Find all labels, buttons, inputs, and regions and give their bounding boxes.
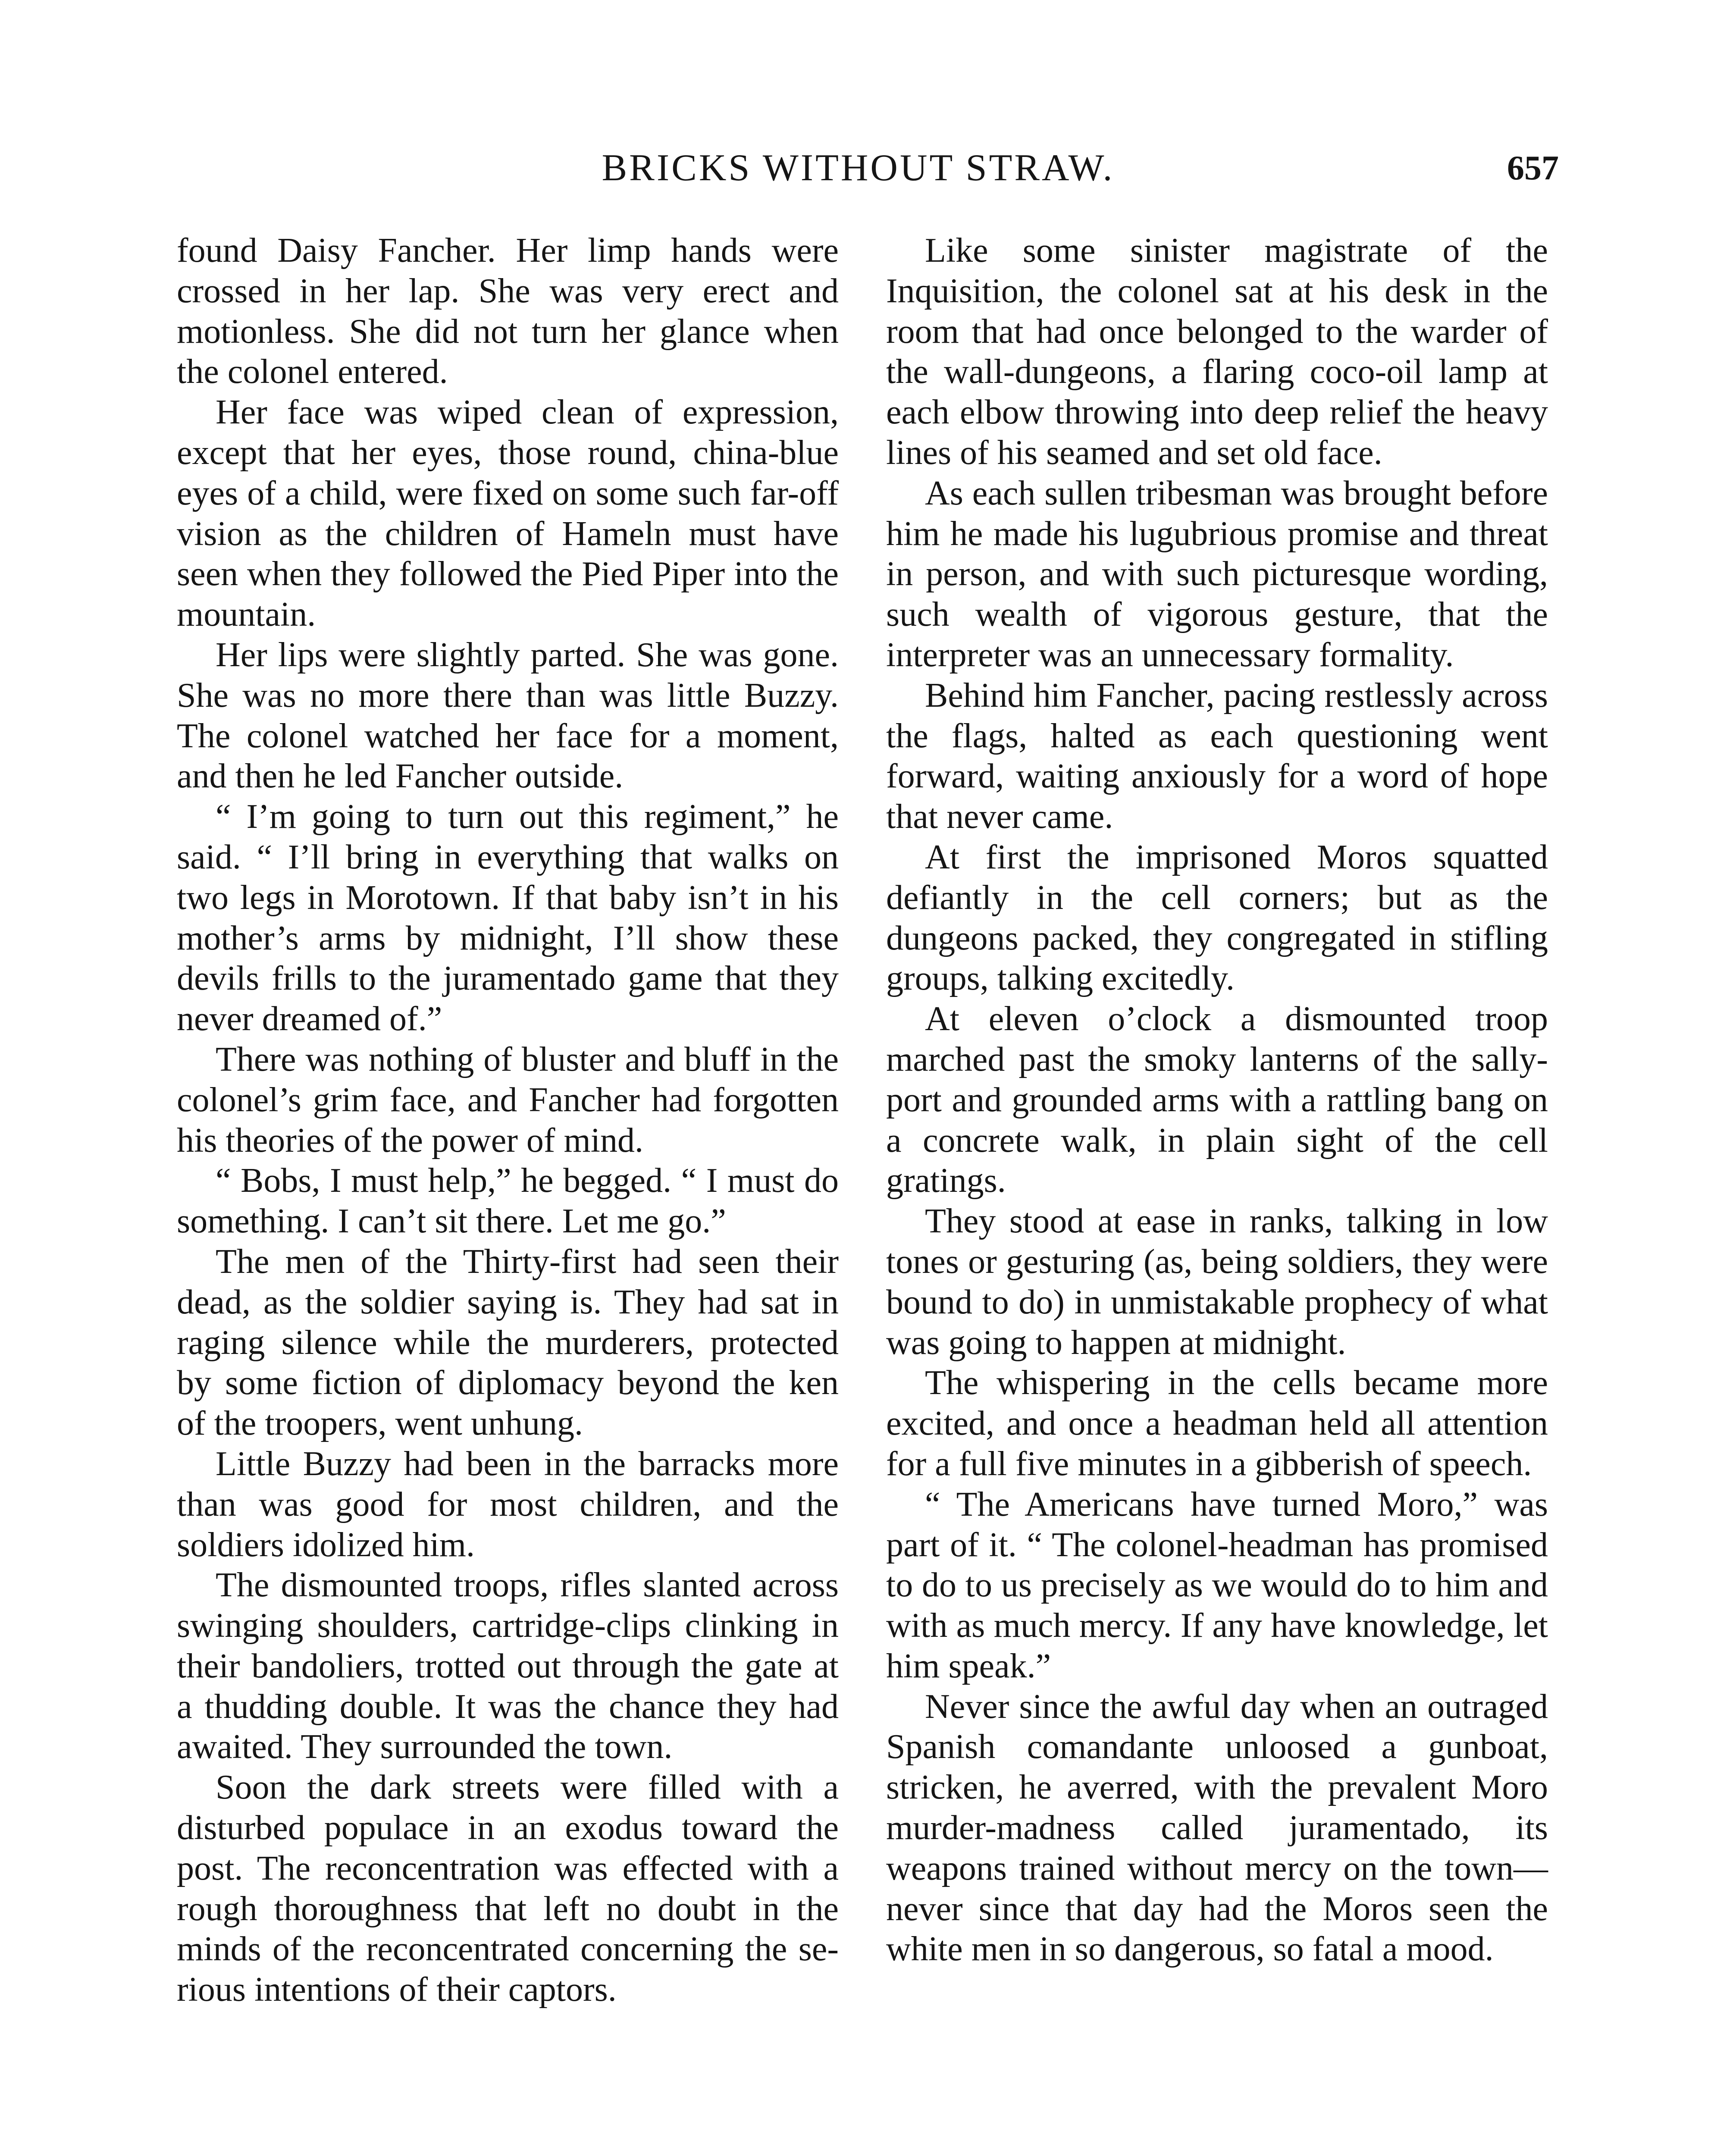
running-head xyxy=(172,142,1559,194)
paragraph: The men of the Thirty-first had seen their dead, as the soldier saying is. They had sat in raging silence while the murderers, protected by some fiction of diplomacy beyond the ken of the troopers, went unhung. xyxy=(177,1242,839,1443)
paragraph: Her face was wiped clean of expression, except that her eyes, those round, china-blue eyes of a child, were fixed on some such far-off vision as the children of Hameln must have seen when they followed the Pied Piper into the mountain. xyxy=(177,393,839,634)
paragraph: “ The Americans have turned Moro,” was part of it. “ The colonel-headman has promised to do to us precisely as we would do to him and with as much mercy. If any have knowledge, let him speak.” xyxy=(886,1485,1548,1685)
paragraph: Behind him Fancher, pacing restlessly across the flags, halted as each questioning went forward, waiting anxiously for a word of hope that never came. xyxy=(886,676,1548,836)
paragraph: There was nothing of bluster and bluff in the colonel’s grim face, and Fancher had forgotten his theories of the power of mind. xyxy=(177,1040,839,1159)
paragraph: Her lips were slightly parted. She was gone. She was no more there than was little Buzzy. The colonel watched her face for a moment, and then he led Fancher outside. xyxy=(177,636,839,796)
paragraph: Little Buzzy had been in the barracks more than was good for most children, and the soldiers idolized him. xyxy=(177,1445,839,1564)
paragraph: Soon the dark streets were filled with a disturbed populace in an exodus toward the post. The reconcentration was effected with a rough thoroughness that left no doubt in the minds of the reconcentrated concerning the serious intentions of their captors. xyxy=(177,1768,839,2009)
paragraph: found Daisy Fancher. Her limp hands were crossed in her lap. She was very erect and motionless. She did not turn her glance when the colonel entered. xyxy=(177,232,839,391)
page-number: 657 xyxy=(1507,149,1559,187)
paragraph: “ Bobs, I must help,” he begged. “ I must do something. I can’t sit there. Let me go.” xyxy=(177,1162,839,1241)
right-column xyxy=(886,231,1548,1970)
paragraph: At first the imprisoned Moros squatted defiantly in the cell corners; but as the dungeons packed, they congregated in stifling groups, talking excitedly. xyxy=(886,838,1548,998)
running-title: BRICKS WITHOUT STRAW. xyxy=(602,147,1115,189)
paragraph: Like some sinister magistrate of the Inquisition, the colonel sat at his desk in the room that had once belonged to the warder of the wall-dungeons, a flaring coco-oil lamp at each elbow throwing into deep relief the heavy lines of his seamed and set old face. xyxy=(886,232,1548,472)
paragraph: At eleven o’clock a dismounted troop marched past the smoky lanterns of the sally-port and grounded arms with a rattling bang on a concrete walk, in plain sight of the cell gratings. xyxy=(886,1000,1548,1200)
left-column xyxy=(177,231,839,2010)
paragraph: The dismounted troops, rifles slanted across swinging shoulders, cartridge-clips clinking in their bandoliers, trotted out through the gate at a thudding double. It was the chance they had awaited. They surrounded the town. xyxy=(177,1566,839,1766)
paragraph: They stood at ease in ranks, talking in low tones or gesturing (as, being soldiers, they were bound to do) in unmistakable prophecy of what was going to happen at midnight. xyxy=(886,1202,1548,1362)
paragraph: Never since the awful day when an outraged Spanish comandante unloosed a gunboat, stricken, he averred, with the prevalent Moro murder-madness called juramentado, its weapons trained without mercy on the town—never since that day had the Moros seen the white men in so dangerous, so fatal a mood. xyxy=(886,1687,1548,1968)
paragraph: “ I’m going to turn out this regiment,” he said. “ I’ll bring in everything that walks on two legs in Morotown. If that baby isn’t in his mother’s arms by midnight, I’ll show these devils frills to the juramentado game that they never dreamed of.” xyxy=(177,798,839,1038)
paragraph: The whispering in the cells became more excited, and once a headman held all attention for a full five minutes in a gibberish of speech. xyxy=(886,1364,1548,1483)
paragraph: As each sullen tribesman was brought before him he made his lugubrious promise and threat in person, and with such picturesque wording, such wealth of vigorous gesture, that the interpreter was an unnecessary formality. xyxy=(886,474,1548,674)
